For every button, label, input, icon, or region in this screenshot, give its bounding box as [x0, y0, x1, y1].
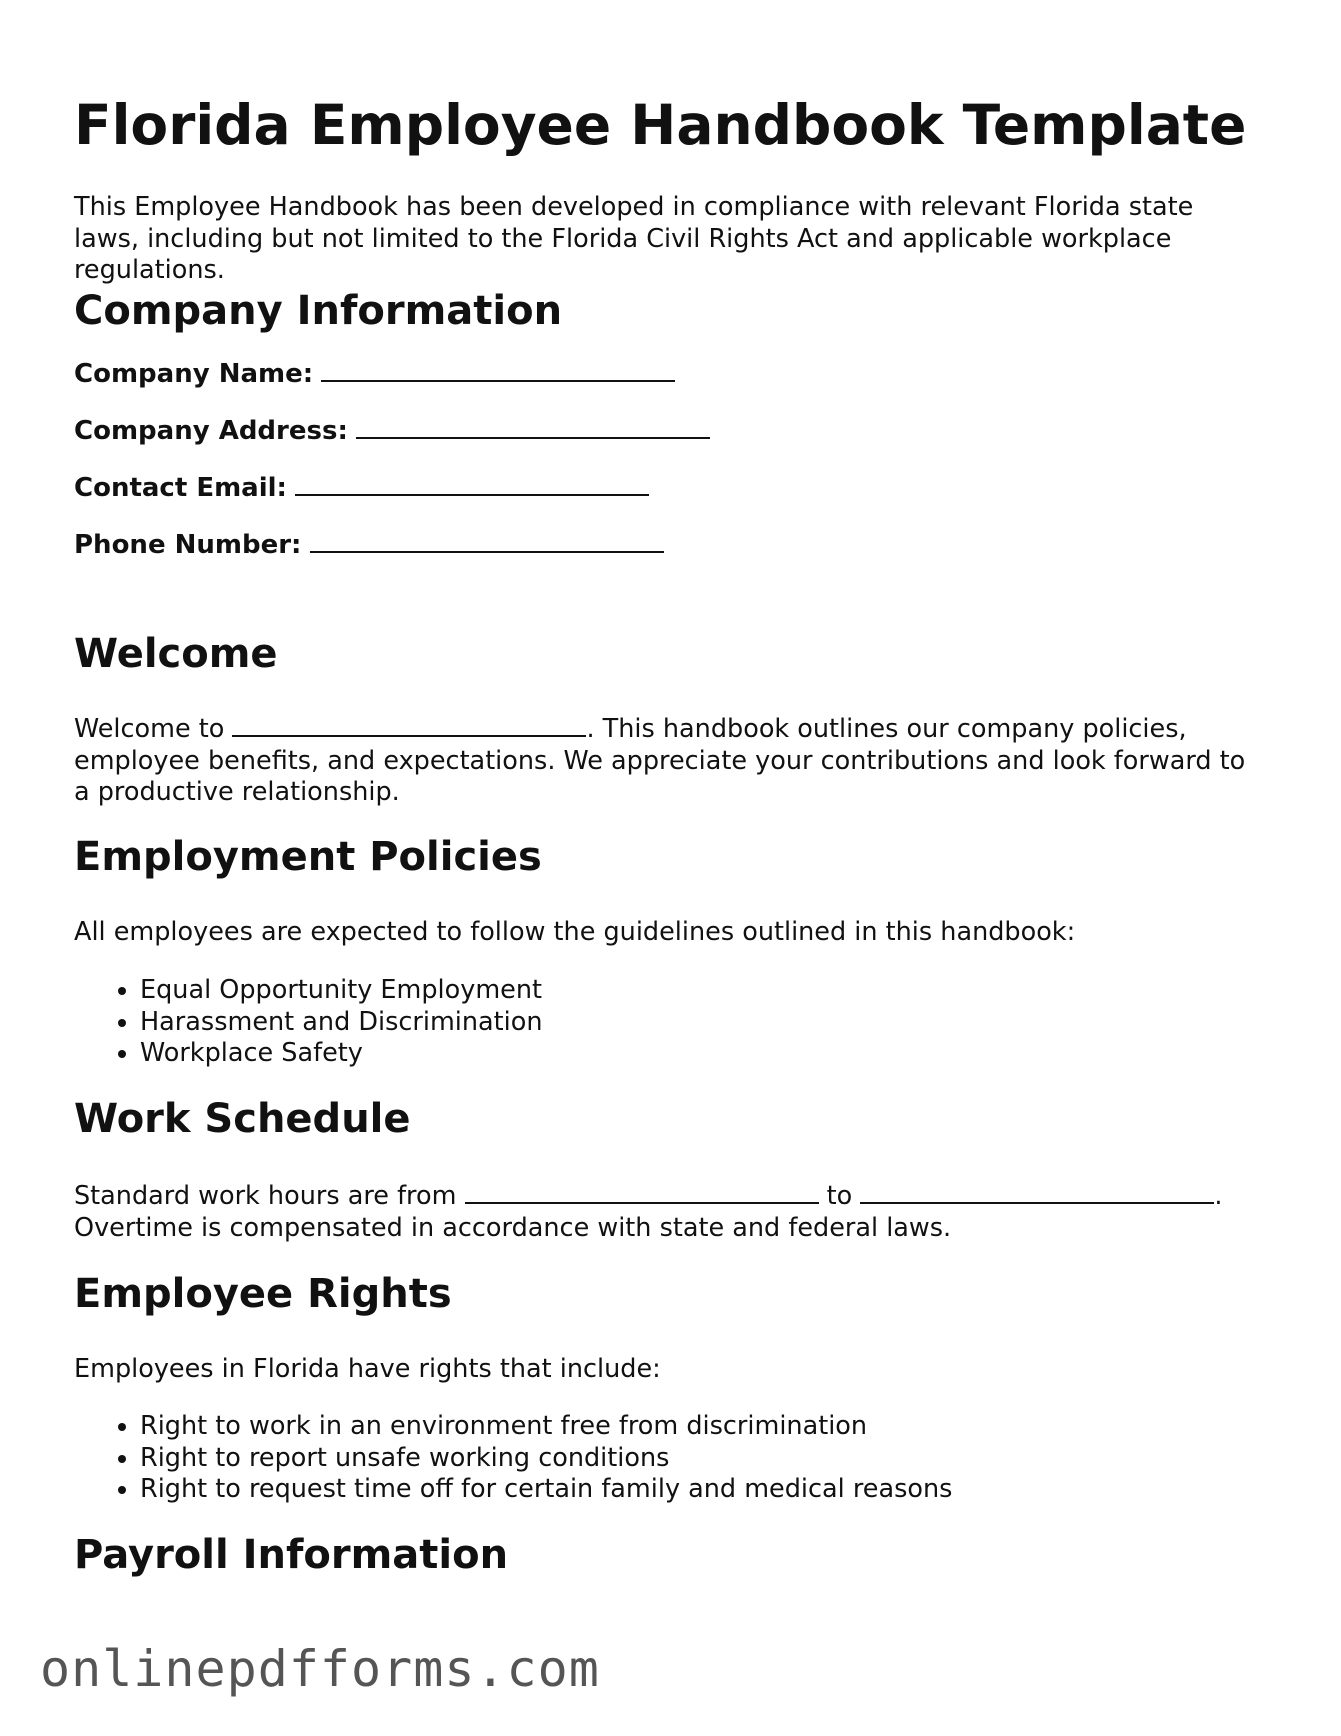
start-time-blank[interactable]	[465, 1180, 819, 1204]
company-name-blank[interactable]	[321, 358, 675, 382]
employee-rights-text: Employees in Florida have rights that include:	[74, 1354, 661, 1384]
company-address-label: Company Address:	[74, 416, 348, 446]
company-information-heading: Company Information	[74, 288, 563, 334]
company-name-label: Company Name:	[74, 359, 314, 389]
payroll-information-heading: Payroll Information	[74, 1532, 509, 1578]
company-name-field	[74, 358, 675, 390]
welcome-heading: Welcome	[74, 631, 278, 677]
list-item: • Right to report unsafe working conditions	[140, 1443, 952, 1475]
contact-email-blank[interactable]	[295, 472, 649, 496]
contact-email-label: Contact Email:	[74, 473, 287, 503]
overtime-text: Overtime is compensated in accordance with state and federal laws.	[74, 1212, 952, 1243]
list-item: • Workplace Safety	[140, 1038, 543, 1070]
welcome-suffix: . This handbook outlines our company policies, employee benefits, and expectations. We appreciate your contributions and look forward to a productive relationship.	[74, 714, 1246, 807]
watermark: onlinepdfforms.com	[40, 1640, 600, 1698]
employee-rights-heading: Employee Rights	[74, 1271, 452, 1317]
list-item: • Right to request time off for certain family and medical reasons	[140, 1474, 952, 1506]
list-item: • Equal Opportunity Employment	[140, 975, 543, 1007]
list-item: • Right to work in an environment free from discrimination	[140, 1411, 952, 1443]
work-schedule-middle: to	[826, 1181, 853, 1211]
company-address-field	[74, 415, 710, 447]
employee-rights-list	[74, 1411, 952, 1506]
list-item: • Harassment and Discrimination	[140, 1007, 543, 1039]
phone-number-blank[interactable]	[310, 529, 664, 553]
work-schedule-paragraph	[74, 1180, 1264, 1244]
work-schedule-prefix: Standard work hours are from	[74, 1181, 457, 1211]
employment-policies-heading: Employment Policies	[74, 834, 542, 880]
end-time-blank[interactable]	[860, 1180, 1214, 1204]
welcome-paragraph	[74, 713, 1264, 809]
phone-number-field	[74, 529, 664, 561]
employment-policies-text: All employees are expected to follow the guidelines outlined in this handbook:	[74, 917, 1076, 947]
intro-paragraph: This Employee Handbook has been developed in compliance with relevant Florida state laws, including but not limited to the Florida Civil Rights Act and applicable workplace regulations.	[74, 192, 1194, 285]
phone-number-label: Phone Number:	[74, 530, 302, 560]
contact-email-field	[74, 472, 649, 504]
employment-policies-list	[74, 975, 543, 1070]
welcome-company-blank[interactable]	[232, 713, 586, 737]
work-schedule-end: .	[1214, 1181, 1223, 1211]
work-schedule-heading: Work Schedule	[74, 1096, 411, 1142]
company-address-blank[interactable]	[356, 415, 710, 439]
document-title: Florida Employee Handbook Template	[74, 93, 1247, 157]
welcome-prefix: Welcome to	[74, 714, 225, 744]
